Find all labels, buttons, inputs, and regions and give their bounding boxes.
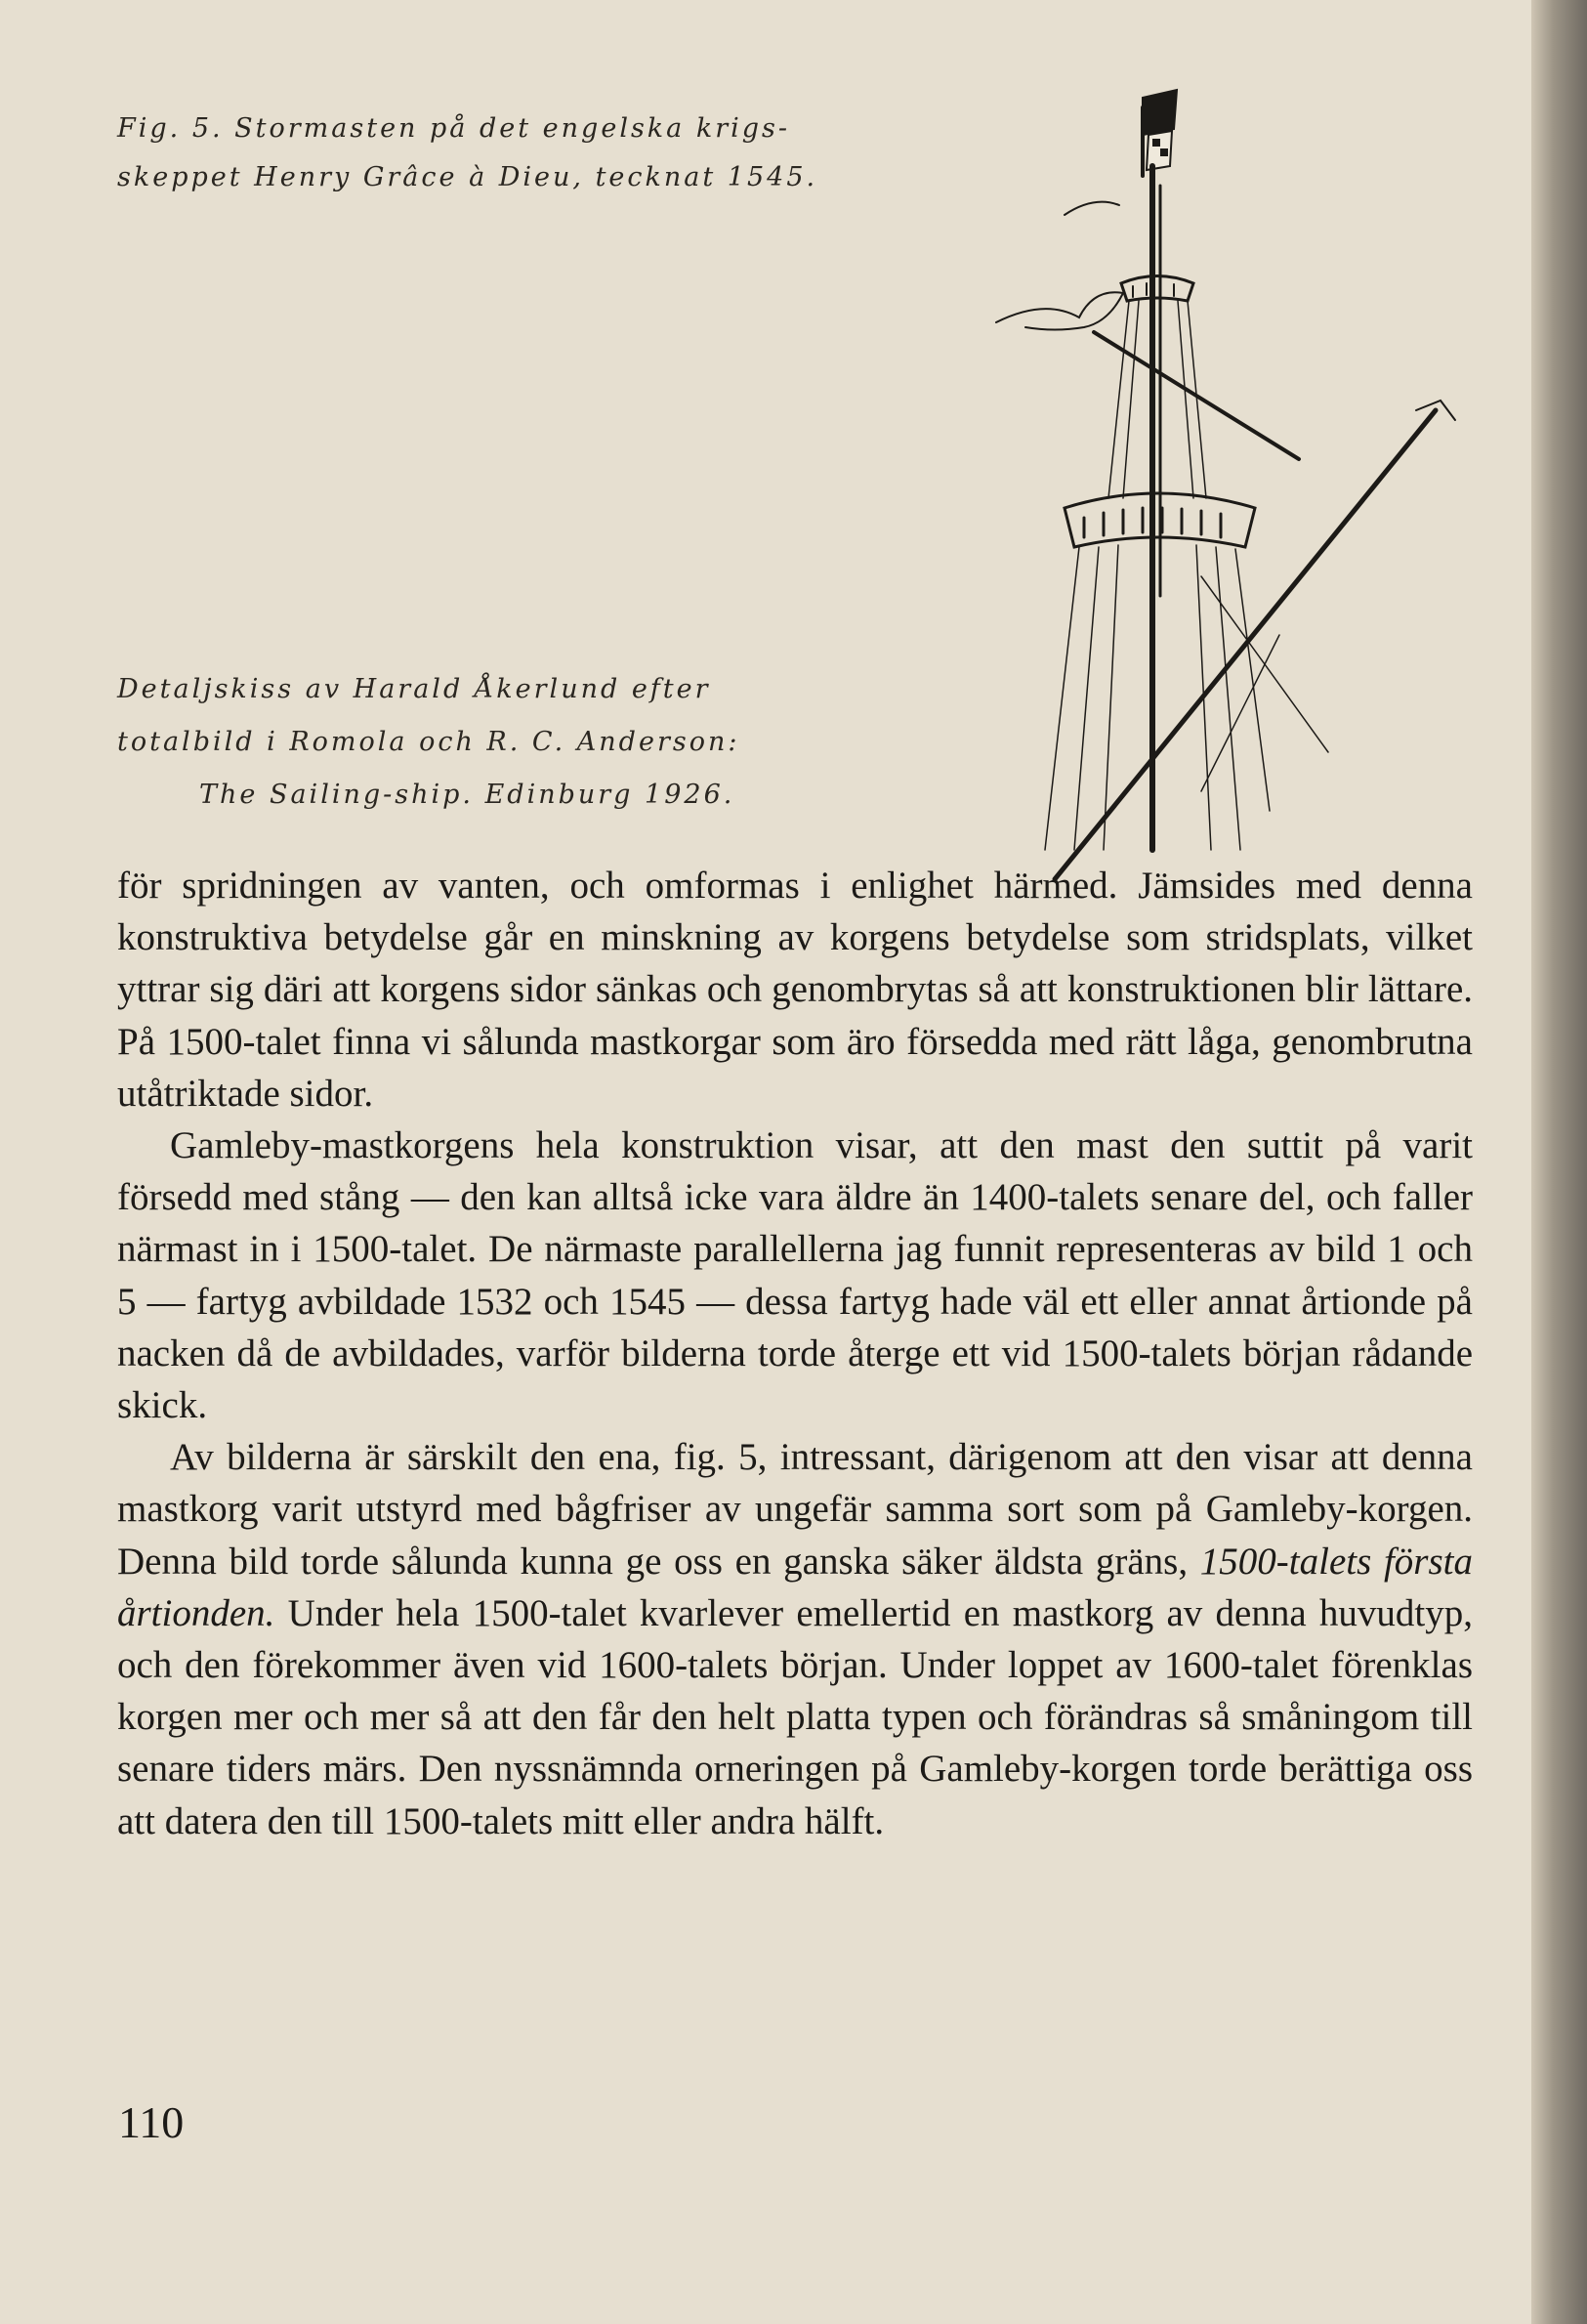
figure-credit-line-2: totalbild i Romola och R. C. Anderson: bbox=[117, 727, 740, 757]
figure-credit-line-3: The Sailing-ship. Edinburg 1926. bbox=[199, 780, 735, 810]
page-number: 110 bbox=[118, 2097, 185, 2147]
figure-caption-line-2: skeppet Henry Grâce à Dieu, tecknat 1545. bbox=[117, 162, 818, 192]
paragraph-3-rest: Under hela 1500-talet kvarlever emellertid en mastkorg av denna huvudtyp, och den förekommer även vid 1600-talets början. Under loppet av 1600-talet förenklas korgen mer och mer så att den får den helt platta typen och förändras så småningom till senare tiders märs. Den nyssnämnda orneringen på Gamleby-korgen torde berättiga oss att datera den till 1500-talets mitt eller andra hälft. bbox=[117, 1591, 1473, 1842]
figure-caption-line-1: Fig. 5. Stormasten på det engelska krigs- bbox=[117, 113, 791, 144]
body-text bbox=[117, 860, 1473, 1847]
paragraph-3-main: Av bilderna är särskilt den ena, fig. 5, intressant, därigenom att den visar att denna mastkorg varit utstyrd med bågfriser av ungefär samma sort som på Gamleby-korgen. Denna bild torde sålunda kunna ge oss en ganska säker äldsta gräns, bbox=[117, 1436, 1473, 1583]
figure-credit-line-1: Detaljskiss av Harald Åkerlund efter bbox=[117, 674, 711, 704]
page-edge-shadow bbox=[1531, 0, 1587, 2324]
paragraph-3-emphasis: 1500-talets första årtionden. bbox=[117, 1540, 1473, 1634]
paragraph-2: Gamleby-mastkorgens hela konstruktion visar, att den mast den suttit på varit försedd med stång — den kan alltså icke vara äldre än 1400-talets senare del, och faller närmast in i 1500-talet. De närmaste parallellerna jag funnit representeras av bild 1 och 5 — fartyg avbildade 1532 och 1545 — dessa fartyg hade väl ett eller annat årtionde på nacken då de avbildades, varför bilderna torde återge ett vid 1500-talets början rådande skick. bbox=[117, 1124, 1473, 1427]
paragraph-1: för spridningen av vanten, och omformas i enlighet härmed. Jämsides med denna konstruktiva betydelse går en minskning av korgens betydelse som stridsplats, vilket yttrar sig däri att korgens sidor sänkas och genombrytas så att konstruktionen blir lättare. På 1500-talet finna vi sålunda mastkorgar som äro försedda med rätt låga, genombrutna utåtriktade sidor. bbox=[117, 865, 1473, 1115]
paragraph-3 bbox=[117, 1431, 1473, 1847]
mast-illustration bbox=[908, 88, 1475, 908]
